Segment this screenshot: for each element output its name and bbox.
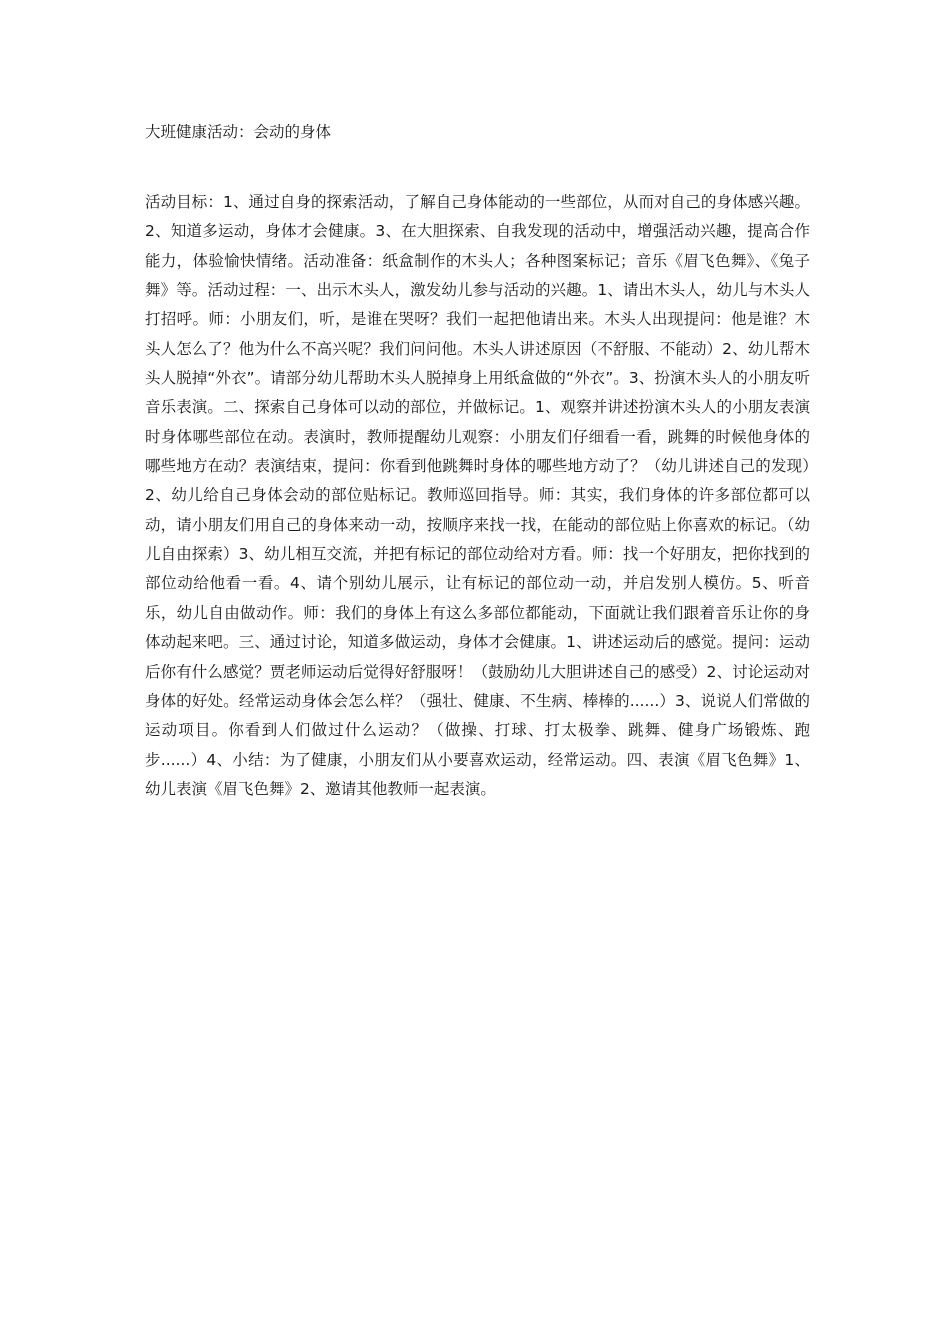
document-body-paragraph: 活动目标：1、通过自身的探索活动，了解自己身体能动的一些部位，从而对自己的身体感兴趣。2、知道多运动，身体才会健康。3、在大胆探索、自我发现的活动中，增强活动兴趣，提高合作能力，体验愉快情绪。活动准备：纸盒制作的木头人；各种图案标记；音乐《眉飞色舞》、《兔子舞》等。活动过程：一、出示木头人，激发幼儿参与活动的兴趣。1、请出木头人，幼儿与木头人打招呼。师：小朋友们，听，是谁在哭呀？我们一起把他请出来。木头人出现提问：他是谁？木头人怎么了？他为什么不高兴呢？我们问问他。木头人讲述原因（不舒服、不能动）2、幼儿帮木头人脱掉“外衣”。请部分幼儿帮助木头人脱掉身上用纸盒做的“外衣”。3、扮演木头人的小朋友听音乐表演。二、探索自己身体可以动的部位，并做标记。1、观察并讲述扮演木头人的小朋友表演时身体哪些部位在动。表演时，教师提醒幼儿观察：小朋友们仔细看一看，跳舞的时候他身体的哪些地方在动？表演结束，提问：你看到他跳舞时身体的哪些地方动了？（幼儿讲述自己的发现）2、幼儿给自己身体会动的部位贴标记。教师巡回指导。师：其实，我们身体的许多部位都可以动，请小朋友们用自己的身体来动一动，按顺序来找一找，在能动的部位贴上你喜欢的标记。（幼儿自由探索）3、幼儿相互交流，并把有标记的部位动给对方看。师：找一个好朋友，把你找到的部位动给他看一看。4、请个别幼儿展示，让有标记的部位动一动，并启发别人模仿。5、听音乐，幼儿自由做动作。师：我们的身体上有这么多部位都能动，下面就让我们跟着音乐让你的身体动起来吧。三、通过讨论，知道多做运动，身体才会健康。1、讲述运动后的感觉。提问：运动后你有什么感觉？贾老师运动后觉得好舒服呀！（鼓励幼儿大胆讲述自己的感受）2、讨论运动对身体的好处。经常运动身体会怎么样？（强壮、健康、不生病、棒棒的......）3、说说人们常做的运动项目。你看到人们做过什么运动？（做操、打球、打太极拳、跳舞、健身广场锻炼、跑步......）4、小结：为了健康，小朋友们从小要喜欢运动，经常运动。四、表演《眉飞色舞》1、幼儿表演《眉飞色舞》2、邀请其他教师一起表演。 [145, 193, 810, 798]
document-title: 大班健康活动：会动的身体 [145, 123, 332, 141]
